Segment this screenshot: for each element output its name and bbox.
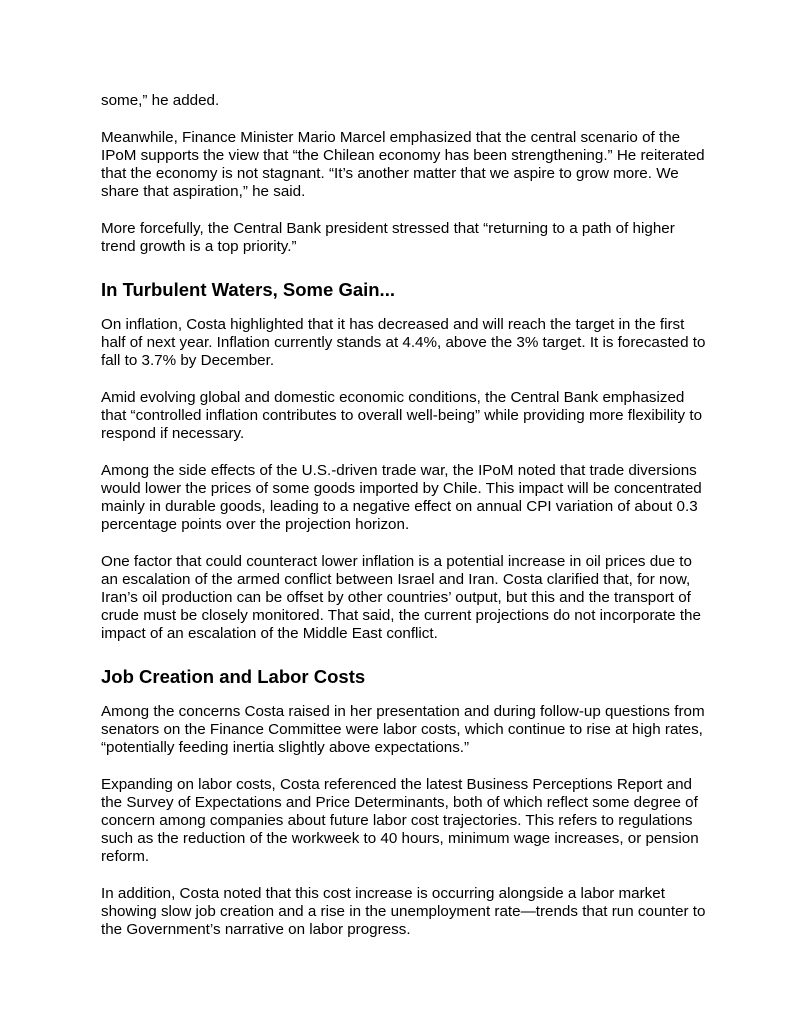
paragraph-controlled-inflation: Amid evolving global and domestic economic conditions, the Central Bank emphasized that “controlled inflation contributes to overall well-being” while providing more flexibility to respond if necessary. xyxy=(101,389,703,442)
paragraph-finance-minister: Meanwhile, Finance Minister Mario Marcel emphasized that the central scenario of the IPoM supports the view that “the Chilean economy has been strengthening.” He reiterated that the economy is not stagnant. “It’s another matter that we aspire to grow more. We share that aspiration,” he said. xyxy=(101,129,705,200)
paragraph-labor-costs: Among the concerns Costa raised in her presentation and during follow-up questions from senators on the Finance Committee were labor costs, which continue to rise at high rates, “potentially feeding inertia slightly above expectations.” xyxy=(101,703,705,756)
paragraph-oil-prices: One factor that could counteract lower inflation is a potential increase in oil prices due to an escalation of the armed conflict between Israel and Iran. Costa clarified that, for now, Iran’s oil production can be offset by other countries’ output, but this and the transport of crude must be closely monitored. That said, the current projections do not incorporate the impact of an escalation of the Middle East conflict. xyxy=(101,553,701,642)
paragraph-trade-war: Among the side effects of the U.S.-driven trade war, the IPoM noted that trade diversions would lower the prices of some goods imported by Chile. This impact will be concentrated mainly in durable goods, leading to a negative effect on annual CPI variation of about 0.3 percentage points over the projection horizon. xyxy=(101,462,702,533)
paragraph-quote-end: some,” he added. xyxy=(101,92,220,109)
paragraph-central-bank-president: More forcefully, the Central Bank president stressed that “returning to a path of higher trend growth is a top priority.” xyxy=(101,220,675,255)
paragraph-inflation: On inflation, Costa highlighted that it has decreased and will reach the target in the first half of next year. Inflation currently stands at 4.4%, above the 3% target. It is forecasted to fall to 3.7% by December. xyxy=(101,316,706,369)
document-page xyxy=(101,92,711,939)
heading-job-creation: Job Creation and Labor Costs xyxy=(101,666,366,687)
heading-turbulent-waters: In Turbulent Waters, Some Gain... xyxy=(101,279,395,300)
paragraph-business-perceptions: Expanding on labor costs, Costa referenced the latest Business Perceptions Report and the Survey of Expectations and Price Determinants, both of which reflect some degree of concern among companies about future labor cost trajectories. This refers to regulations such as the reduction of the workweek to 40 hours, minimum wage increases, or pension reform. xyxy=(101,776,699,865)
paragraph-labor-market: In addition, Costa noted that this cost increase is occurring alongside a labor market showing slow job creation and a rise in the unemployment rate—trends that run counter to the Government’s narrative on labor progress. xyxy=(101,885,706,938)
